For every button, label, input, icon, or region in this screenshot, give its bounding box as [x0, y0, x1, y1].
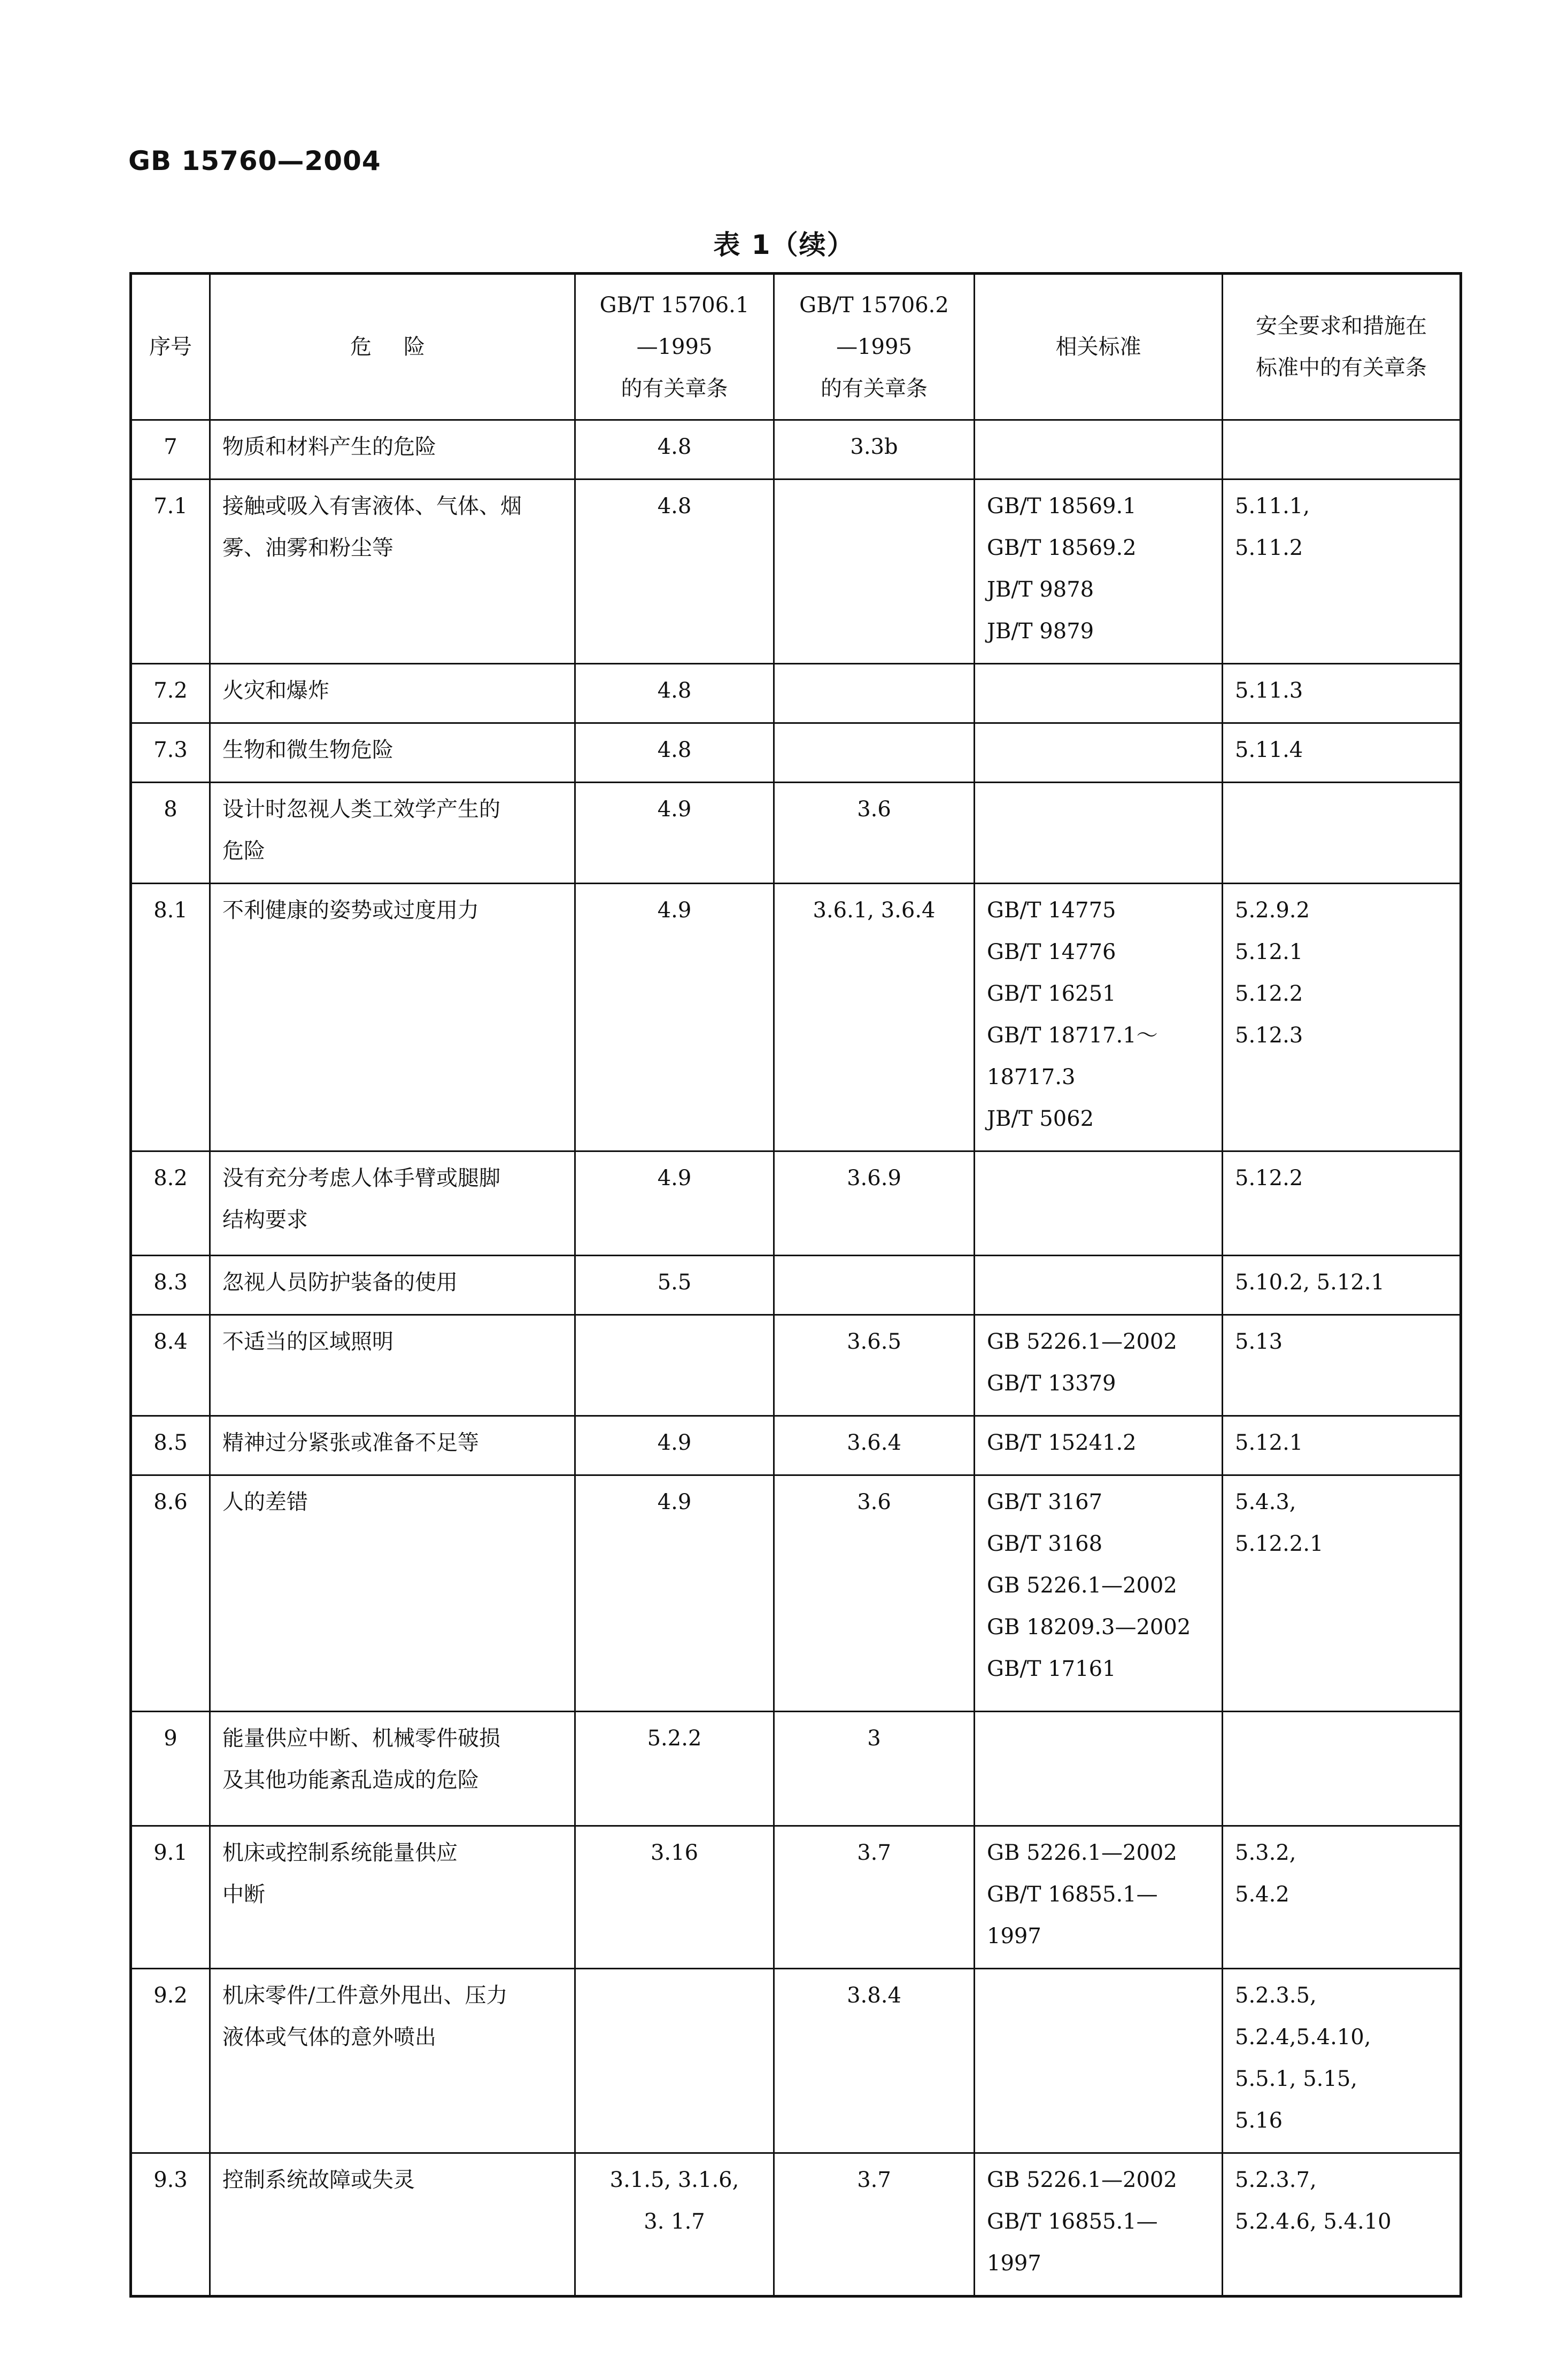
row-hazard: 人的差错: [210, 1475, 575, 1712]
row-requirements: [1223, 1712, 1461, 1826]
table-row: [131, 2153, 1461, 2297]
row-seq: 8.4: [131, 1315, 210, 1416]
row-seq: 9: [131, 1712, 210, 1826]
row-clause-2: 3.6.4: [774, 1416, 975, 1475]
row-seq: 8.3: [131, 1256, 210, 1315]
table-row: [131, 420, 1461, 480]
row-clause-1: 4.9: [575, 783, 774, 884]
row-requirements: 5.11.4: [1223, 723, 1461, 783]
row-clause-2: 3: [774, 1712, 975, 1826]
row-clause-1: 5.2.2: [575, 1712, 774, 1826]
table-body: [131, 420, 1461, 2297]
table-row: [131, 1151, 1461, 1256]
row-standards: GB/T 15241.2: [975, 1416, 1223, 1475]
row-clause-2: [774, 1256, 975, 1315]
table-row: [131, 723, 1461, 783]
header-safety-requirements: 安全要求和措施在 标准中的有关章条: [1223, 274, 1461, 420]
row-requirements: [1223, 420, 1461, 480]
row-standards: GB/T 14775 GB/T 14776 GB/T 16251 GB/T 18717.1～ 18717.3 JB/T 5062: [975, 884, 1223, 1151]
header-hazard: 危险: [210, 274, 575, 420]
row-clause-1: 4.9: [575, 884, 774, 1151]
table-row: [131, 480, 1461, 664]
row-clause-1: [575, 1969, 774, 2153]
row-seq: 9.2: [131, 1969, 210, 2153]
row-requirements: 5.3.2, 5.4.2: [1223, 1826, 1461, 1969]
row-requirements: [1223, 783, 1461, 884]
row-clause-2: 3.6: [774, 1475, 975, 1712]
row-requirements: 5.13: [1223, 1315, 1461, 1416]
row-clause-1: 3.16: [575, 1826, 774, 1969]
table-row: [131, 1256, 1461, 1315]
row-clause-2: 3.6.5: [774, 1315, 975, 1416]
row-clause-2: 3.7: [774, 1826, 975, 1969]
row-requirements: 5.11.1, 5.11.2: [1223, 480, 1461, 664]
row-hazard: 机床或控制系统能量供应 中断: [210, 1826, 575, 1969]
row-clause-2: 3.7: [774, 2153, 975, 2297]
row-standards: [975, 420, 1223, 480]
row-seq: 7.1: [131, 480, 210, 664]
row-standards: [975, 723, 1223, 783]
table-header: [131, 274, 1461, 420]
row-requirements: 5.2.3.7, 5.2.4.6, 5.4.10: [1223, 2153, 1461, 2297]
row-clause-2: 3.3b: [774, 420, 975, 480]
row-standards: GB 5226.1—2002 GB/T 16855.1—1997: [975, 1826, 1223, 1969]
row-hazard: 不适当的区域照明: [210, 1315, 575, 1416]
table-row: [131, 1712, 1461, 1826]
row-clause-2: [774, 480, 975, 664]
table-row: [131, 783, 1461, 884]
row-standards: GB/T 18569.1 GB/T 18569.2 JB/T 9878 JB/T 9879: [975, 480, 1223, 664]
header-related-standards: 相关标准: [975, 274, 1223, 420]
row-seq: 9.1: [131, 1826, 210, 1969]
row-hazard: 精神过分紧张或准备不足等: [210, 1416, 575, 1475]
row-standards: GB 5226.1—2002 GB/T 13379: [975, 1315, 1223, 1416]
row-hazard: 能量供应中断、机械零件破损 及其他功能紊乱造成的危险: [210, 1712, 575, 1826]
row-clause-1: 4.8: [575, 723, 774, 783]
header-clause-15706-1: GB/T 15706.1 —1995 的有关章条: [575, 274, 774, 420]
row-seq: 8.1: [131, 884, 210, 1151]
row-standards: GB/T 3167 GB/T 3168 GB 5226.1—2002 GB 18209.3—2002 GB/T 17161: [975, 1475, 1223, 1712]
row-standards: [975, 1256, 1223, 1315]
row-clause-2: 3.8.4: [774, 1969, 975, 2153]
row-clause-1: 3.1.5, 3.1.6, 3. 1.7: [575, 2153, 774, 2297]
row-clause-2: [774, 723, 975, 783]
row-hazard: 设计时忽视人类工效学产生的 危险: [210, 783, 575, 884]
row-requirements: 5.12.2: [1223, 1151, 1461, 1256]
row-seq: 8.2: [131, 1151, 210, 1256]
row-hazard: 物质和材料产生的危险: [210, 420, 575, 480]
row-hazard: 接触或吸入有害液体、气体、烟 雾、油雾和粉尘等: [210, 480, 575, 664]
document-code: GB 15760—2004: [128, 145, 381, 176]
row-seq: 9.3: [131, 2153, 210, 2297]
row-standards: GB 5226.1—2002 GB/T 16855.1—1997: [975, 2153, 1223, 2297]
row-requirements: 5.12.1: [1223, 1416, 1461, 1475]
table-row: [131, 884, 1461, 1151]
row-clause-2: [774, 664, 975, 723]
row-requirements: 5.2.9.2 5.12.1 5.12.2 5.12.3: [1223, 884, 1461, 1151]
hazards-table: [129, 272, 1462, 2298]
row-requirements: 5.2.3.5, 5.2.4,5.4.10, 5.5.1, 5.15, 5.16: [1223, 1969, 1461, 2153]
row-clause-1: [575, 1315, 774, 1416]
row-hazard: 没有充分考虑人体手臂或腿脚 结构要求: [210, 1151, 575, 1256]
row-requirements: 5.4.3, 5.12.2.1: [1223, 1475, 1461, 1712]
row-hazard: 不利健康的姿势或过度用力: [210, 884, 575, 1151]
row-requirements: 5.10.2, 5.12.1: [1223, 1256, 1461, 1315]
row-clause-1: 4.9: [575, 1416, 774, 1475]
row-clause-2: 3.6: [774, 783, 975, 884]
row-seq: 8.6: [131, 1475, 210, 1712]
row-clause-1: 4.8: [575, 420, 774, 480]
row-standards: [975, 664, 1223, 723]
row-clause-1: 4.8: [575, 480, 774, 664]
row-hazard: 忽视人员防护装备的使用: [210, 1256, 575, 1315]
table-row: [131, 664, 1461, 723]
row-hazard: 控制系统故障或失灵: [210, 2153, 575, 2297]
table-title: 表 1（续）: [713, 229, 855, 260]
row-clause-1: 4.9: [575, 1151, 774, 1256]
table-row: [131, 1969, 1461, 2153]
header-clause-15706-2: GB/T 15706.2 —1995 的有关章条: [774, 274, 975, 420]
row-seq: 7: [131, 420, 210, 480]
row-seq: 8.5: [131, 1416, 210, 1475]
row-hazard: 火灾和爆炸: [210, 664, 575, 723]
header-row: [131, 274, 1461, 420]
row-clause-1: 4.9: [575, 1475, 774, 1712]
row-clause-1: 5.5: [575, 1256, 774, 1315]
row-clause-1: 4.8: [575, 664, 774, 723]
table-row: [131, 1826, 1461, 1969]
row-hazard: 机床零件/工件意外甩出、压力 液体或气体的意外喷出: [210, 1969, 575, 2153]
row-standards: [975, 1969, 1223, 2153]
row-standards: [975, 1151, 1223, 1256]
table-row: [131, 1475, 1461, 1712]
row-seq: 7.3: [131, 723, 210, 783]
row-hazard: 生物和微生物危险: [210, 723, 575, 783]
row-requirements: 5.11.3: [1223, 664, 1461, 723]
row-seq: 8: [131, 783, 210, 884]
row-standards: [975, 1712, 1223, 1826]
row-clause-2: 3.6.9: [774, 1151, 975, 1256]
row-standards: [975, 783, 1223, 884]
table-row: [131, 1315, 1461, 1416]
row-clause-2: 3.6.1, 3.6.4: [774, 884, 975, 1151]
row-seq: 7.2: [131, 664, 210, 723]
header-seq: 序号: [131, 274, 210, 420]
table-row: [131, 1416, 1461, 1475]
